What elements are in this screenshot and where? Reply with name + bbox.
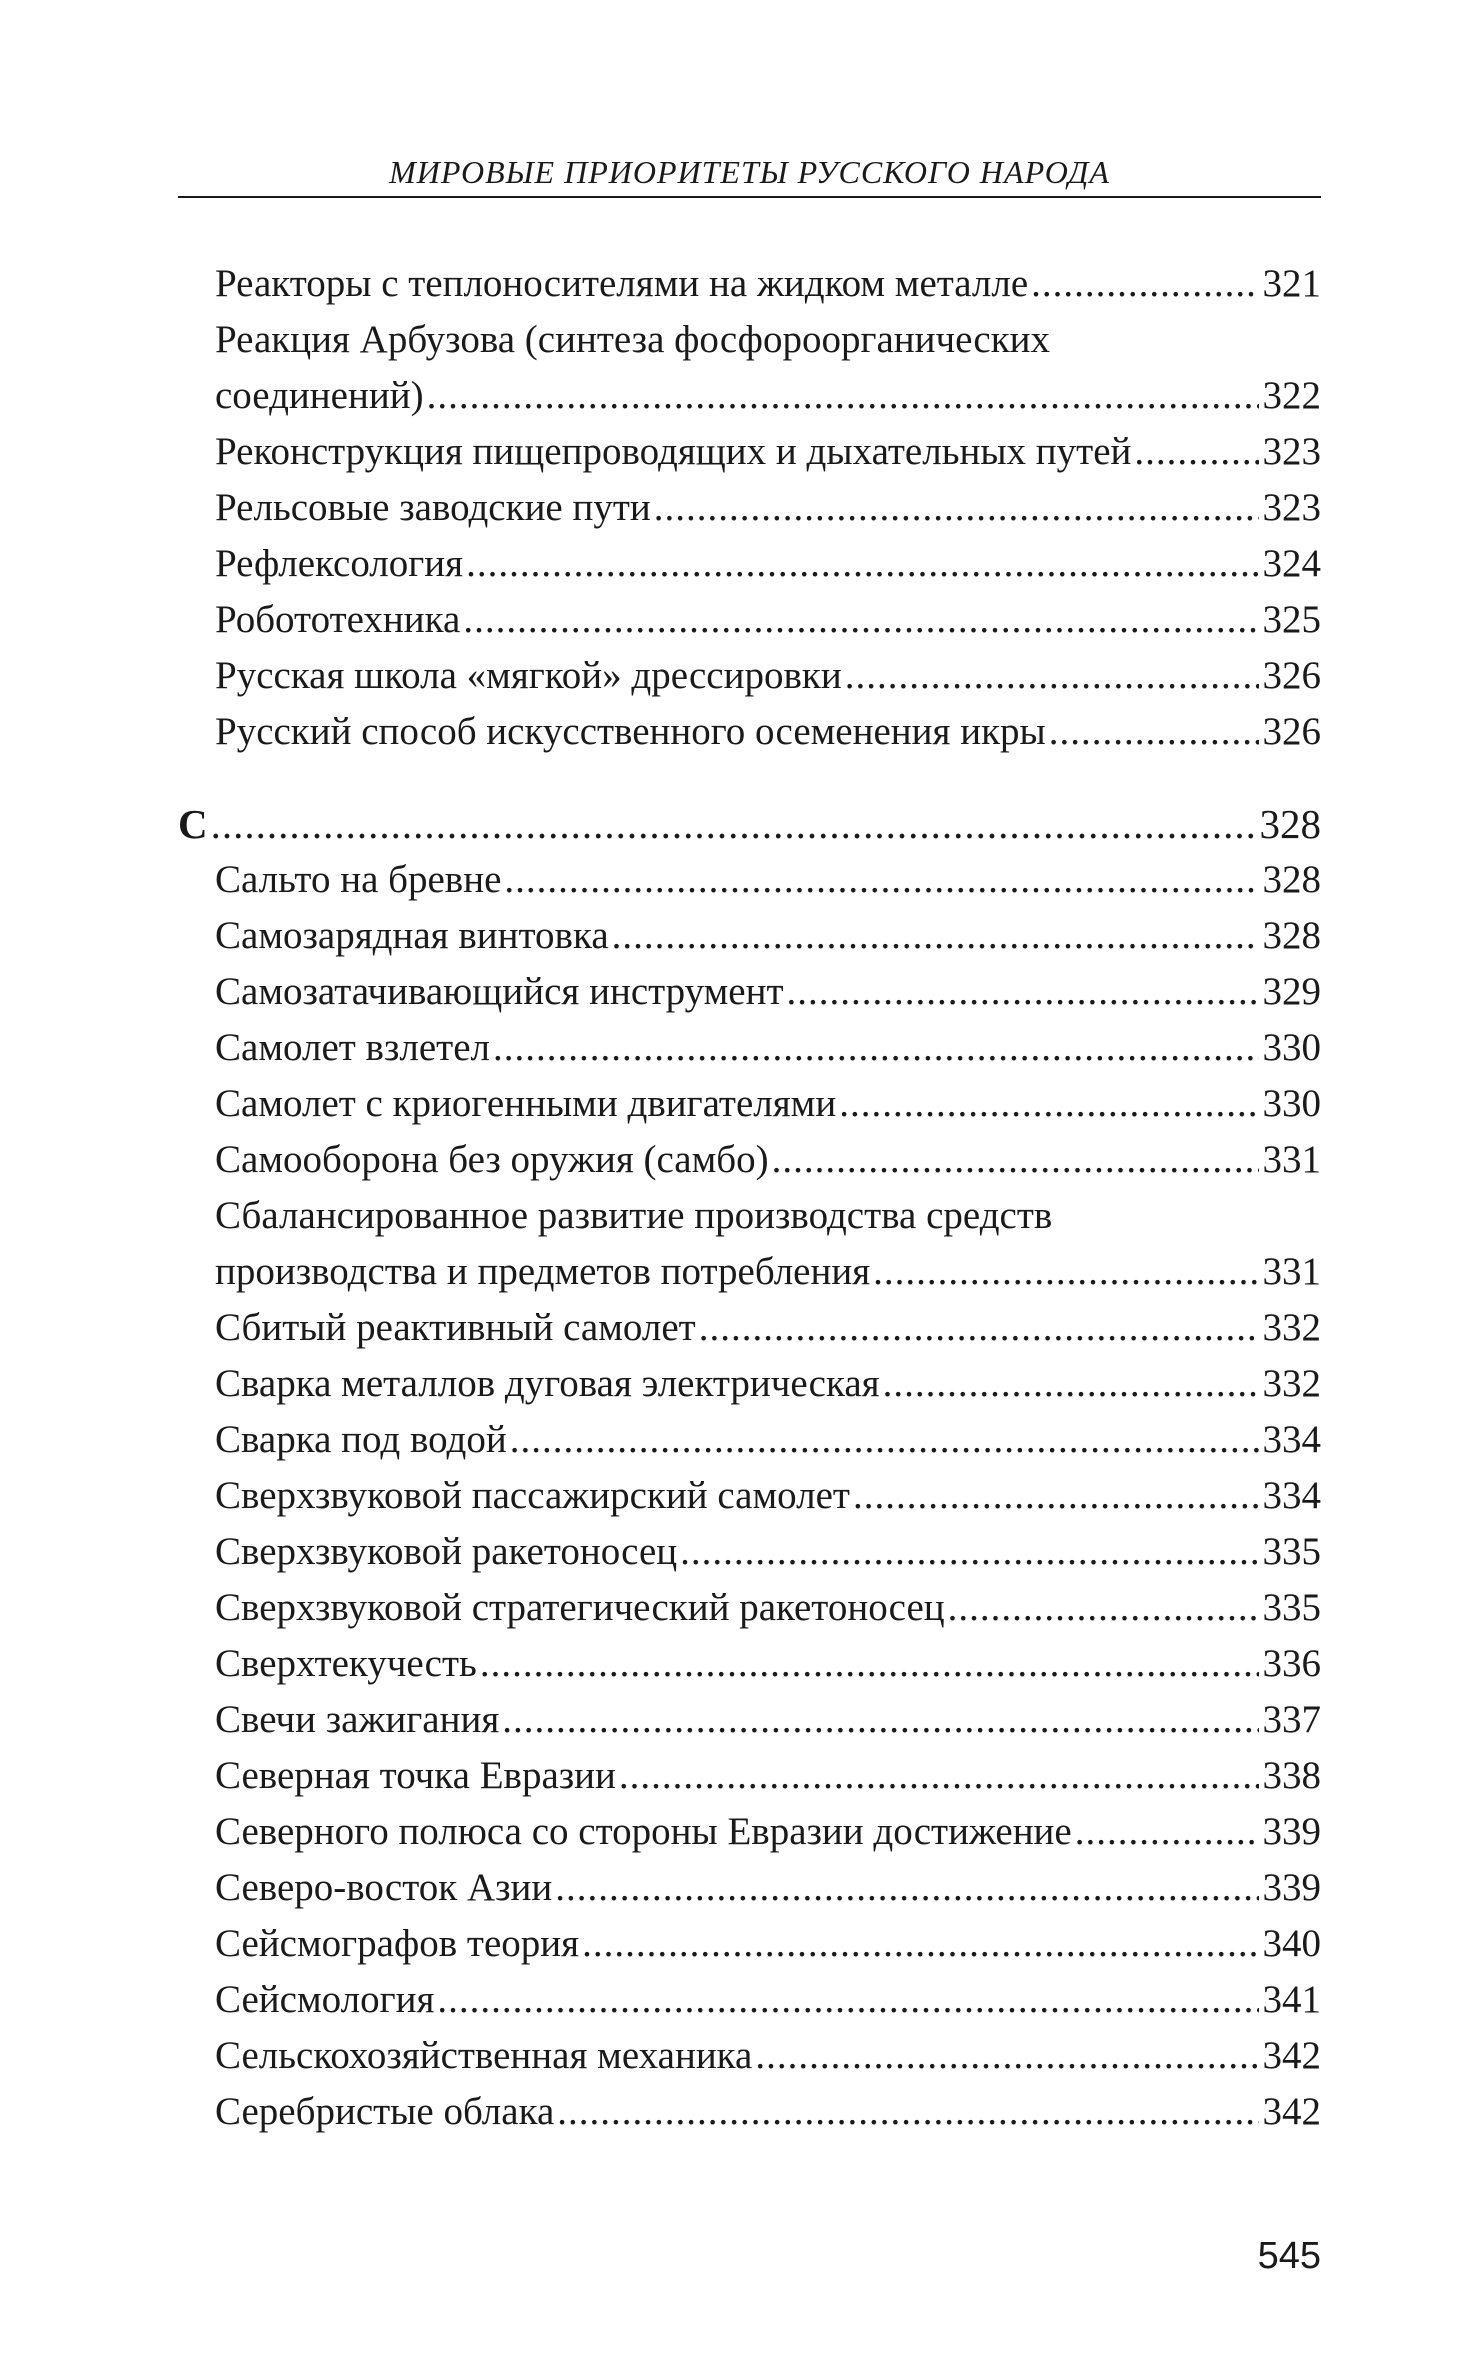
toc-entry-line (178, 1020, 1321, 1076)
toc-leader-dots (493, 1020, 1259, 1076)
toc-entry[interactable] (178, 852, 1321, 908)
toc-entry-title: Сейсмология (215, 1978, 435, 2021)
toc-entry-line (178, 1916, 1321, 1972)
table-of-contents (178, 256, 1321, 2140)
toc-entry-title: Сейсмографов теория (215, 1922, 580, 1965)
toc-entry-line (178, 1188, 1321, 1244)
toc-page-number: 340 (1262, 1922, 1321, 1965)
toc-leader-dots (948, 1580, 1259, 1636)
toc-entry[interactable] (178, 1188, 1321, 1300)
toc-page-number: 338 (1262, 1754, 1321, 1797)
toc-page-number: 325 (1262, 598, 1321, 641)
toc-entry-line (178, 312, 1321, 368)
toc-entry[interactable] (178, 908, 1321, 964)
toc-entry[interactable] (178, 1972, 1321, 2028)
toc-entry-line (178, 964, 1321, 1020)
toc-entry[interactable] (178, 1860, 1321, 1916)
toc-leader-dots (504, 852, 1258, 908)
toc-entry-line (178, 592, 1321, 648)
toc-entry-title: Русская школа «мягкой» дрессировки (215, 654, 842, 697)
toc-leader-dots (555, 1860, 1258, 1916)
toc-section-letter: С (178, 801, 208, 847)
toc-entry[interactable] (178, 1636, 1321, 1692)
toc-page-number: 326 (1262, 654, 1321, 697)
toc-entry-title: Рефлексология (215, 542, 464, 585)
toc-entry-line (178, 1244, 1321, 1300)
toc-page-number: 331 (1262, 1138, 1321, 1181)
toc-leader-dots (502, 1692, 1258, 1748)
toc-leader-dots (845, 648, 1259, 704)
toc-entry[interactable] (178, 648, 1321, 704)
toc-leader-dots (557, 2084, 1258, 2140)
toc-leader-dots (680, 1524, 1258, 1580)
toc-entry-line (178, 1748, 1321, 1804)
toc-entry[interactable] (178, 480, 1321, 536)
page-number: 545 (1257, 2235, 1321, 2277)
toc-entry-line (178, 648, 1321, 704)
toc-page-number: 332 (1262, 1362, 1321, 1405)
toc-page-number: 328 (1262, 858, 1321, 901)
toc-entry-title: Северная точка Евразии (215, 1754, 616, 1797)
toc-leader-dots (772, 1132, 1259, 1188)
toc-entry-line (178, 908, 1321, 964)
toc-leader-dots (211, 796, 1256, 852)
toc-entry-title: Сбитый реактивный самолет (215, 1306, 696, 1349)
running-header: МИРОВЫЕ ПРИОРИТЕТЫ РУССКОГО НАРОДА (389, 154, 1110, 190)
toc-leader-dots (853, 1468, 1259, 1524)
toc-entry-line (178, 1524, 1321, 1580)
toc-page-number: 336 (1262, 1642, 1321, 1685)
toc-leader-dots (1134, 424, 1258, 480)
toc-entry[interactable] (178, 536, 1321, 592)
toc-leader-dots (612, 908, 1259, 964)
toc-entry-line (178, 1972, 1321, 2028)
toc-entry-title: Серебристые облака (215, 2090, 555, 2133)
toc-entry[interactable] (178, 1020, 1321, 1076)
toc-leader-dots (619, 1748, 1259, 1804)
toc-entry-title: Сверхзвуковой ракетоносец (215, 1530, 678, 1573)
toc-entry-line (178, 1356, 1321, 1412)
toc-page-number: 323 (1262, 430, 1321, 473)
toc-page-number: 341 (1262, 1978, 1321, 2021)
toc-entry[interactable] (178, 1804, 1321, 1860)
header-rule (178, 196, 1321, 198)
toc-page-number: 339 (1262, 1866, 1321, 1909)
toc-leader-dots (1031, 256, 1258, 312)
toc-leader-dots (510, 1412, 1259, 1468)
toc-entry[interactable] (178, 1132, 1321, 1188)
toc-page-number: 334 (1262, 1474, 1321, 1517)
toc-entry-title: Самолет с криогенными двигателями (215, 1082, 837, 1125)
toc-section-heading[interactable] (178, 796, 1321, 852)
toc-entry-title: Реакторы с теплоносителями на жидком металле (215, 262, 1029, 305)
toc-entry-line (178, 424, 1321, 480)
toc-entry[interactable] (178, 1916, 1321, 1972)
toc-entry[interactable] (178, 1356, 1321, 1412)
toc-entry-line (178, 256, 1321, 312)
toc-entry-line (178, 1804, 1321, 1860)
toc-entry-line (178, 1412, 1321, 1468)
toc-entry-line (178, 1300, 1321, 1356)
toc-entry-title: Сбалансированное развитие производства средств (215, 1194, 1053, 1237)
toc-leader-dots (1075, 1804, 1259, 1860)
toc-entry[interactable] (178, 2084, 1321, 2140)
toc-entry-line (178, 852, 1321, 908)
toc-entry[interactable] (178, 1468, 1321, 1524)
toc-entry[interactable] (178, 1692, 1321, 1748)
toc-page-number: 322 (1262, 374, 1321, 417)
toc-entry[interactable] (178, 256, 1321, 312)
toc-leader-dots (839, 1076, 1258, 1132)
toc-entry-line (178, 1132, 1321, 1188)
toc-page-number: 328 (1259, 801, 1321, 847)
toc-entry-title: Сверхзвуковой стратегический ракетоносец (215, 1586, 945, 1629)
toc-entry[interactable] (178, 2028, 1321, 2084)
toc-page-number: 337 (1262, 1698, 1321, 1741)
toc-entry-line (178, 2084, 1321, 2140)
toc-section-s (178, 796, 1321, 852)
toc-page-number: 329 (1262, 970, 1321, 1013)
toc-leader-dots (582, 1916, 1258, 1972)
toc-page-number: 328 (1262, 914, 1321, 957)
toc-entry-line (178, 1636, 1321, 1692)
toc-entry-title: Самолет взлетел (215, 1026, 490, 1069)
toc-group-r (178, 256, 1321, 760)
toc-entry[interactable] (178, 1076, 1321, 1132)
toc-entry-title: Реконструкция пищепроводящих и дыхательных путей (215, 430, 1132, 473)
toc-entry-title: Реакция Арбузова (синтеза фосфороорганических (215, 318, 1051, 361)
toc-page-number: 332 (1262, 1306, 1321, 1349)
toc-entry[interactable] (178, 424, 1321, 480)
toc-leader-dots (787, 964, 1259, 1020)
toc-entry-title: соединений) (215, 374, 424, 417)
toc-entry-title: производства и предметов потребления (215, 1250, 871, 1293)
toc-page-number: 331 (1262, 1250, 1321, 1293)
toc-entry-line (178, 1468, 1321, 1524)
toc-entry[interactable] (178, 592, 1321, 648)
toc-page-number: 330 (1262, 1082, 1321, 1125)
toc-entry[interactable] (178, 1300, 1321, 1356)
toc-entry-title: Сверхтекучесть (215, 1642, 477, 1685)
toc-page-number: 323 (1262, 486, 1321, 529)
toc-entry-title: Свечи зажигания (215, 1698, 500, 1741)
toc-leader-dots (1049, 704, 1259, 760)
toc-leader-dots (883, 1356, 1259, 1412)
toc-leader-dots (699, 1300, 1259, 1356)
toc-entry-line (178, 2028, 1321, 2084)
toc-entry[interactable] (178, 704, 1321, 760)
toc-page-number: 342 (1262, 2034, 1321, 2077)
toc-entry-title: Сварка под водой (215, 1418, 507, 1461)
toc-entry-line (178, 536, 1321, 592)
toc-entry[interactable] (178, 312, 1321, 424)
toc-entry-title: Самозарядная винтовка (215, 914, 609, 957)
toc-entry-title: Самооборона без оружия (самбо) (215, 1138, 769, 1181)
toc-leader-dots (437, 1972, 1258, 2028)
toc-page-number: 321 (1262, 262, 1321, 305)
toc-entry-line (178, 480, 1321, 536)
toc-entry-title: Самозатачивающийся инструмент (215, 970, 784, 1013)
toc-entry-line (178, 368, 1321, 424)
toc-entry[interactable] (178, 1580, 1321, 1636)
toc-leader-dots (873, 1244, 1258, 1300)
toc-page-number: 334 (1262, 1418, 1321, 1461)
toc-entry[interactable] (178, 1412, 1321, 1468)
toc-entry-line (178, 704, 1321, 760)
toc-leader-dots (755, 2028, 1258, 2084)
toc-page-number: 335 (1262, 1586, 1321, 1629)
toc-page-number: 330 (1262, 1026, 1321, 1069)
toc-entry-line (178, 1580, 1321, 1636)
toc-entry-title: Северного полюса со стороны Евразии достижение (215, 1810, 1072, 1853)
toc-entry[interactable] (178, 964, 1321, 1020)
toc-entry-title: Робототехника (215, 598, 461, 641)
toc-entry-title: Сварка металлов дуговая электрическая (215, 1362, 880, 1405)
toc-leader-dots (466, 536, 1258, 592)
toc-entry-title: Сельскохозяйственная механика (215, 2034, 753, 2077)
toc-page-number: 342 (1262, 2090, 1321, 2133)
toc-page-number: 326 (1262, 710, 1321, 753)
toc-leader-dots (427, 368, 1259, 424)
toc-entry-line (178, 1692, 1321, 1748)
toc-page-number: 339 (1262, 1810, 1321, 1853)
toc-page-number: 324 (1262, 542, 1321, 585)
toc-entry-title: Сверхзвуковой пассажирский самолет (215, 1474, 850, 1517)
toc-entry[interactable] (178, 1748, 1321, 1804)
toc-entry[interactable] (178, 1524, 1321, 1580)
toc-entry-title: Русский способ искусственного осеменения икры (215, 710, 1046, 753)
toc-entry-line (178, 1076, 1321, 1132)
toc-leader-dots (654, 480, 1259, 536)
toc-page-number: 335 (1262, 1530, 1321, 1573)
toc-leader-dots (463, 592, 1258, 648)
toc-group-s (178, 852, 1321, 2140)
toc-entry-line (178, 1860, 1321, 1916)
toc-entry-title: Северо-восток Азии (215, 1866, 553, 1909)
toc-leader-dots (480, 1636, 1259, 1692)
toc-entry-title: Рельсовые заводские пути (215, 486, 651, 529)
toc-entry-title: Сальто на бревне (215, 858, 502, 901)
